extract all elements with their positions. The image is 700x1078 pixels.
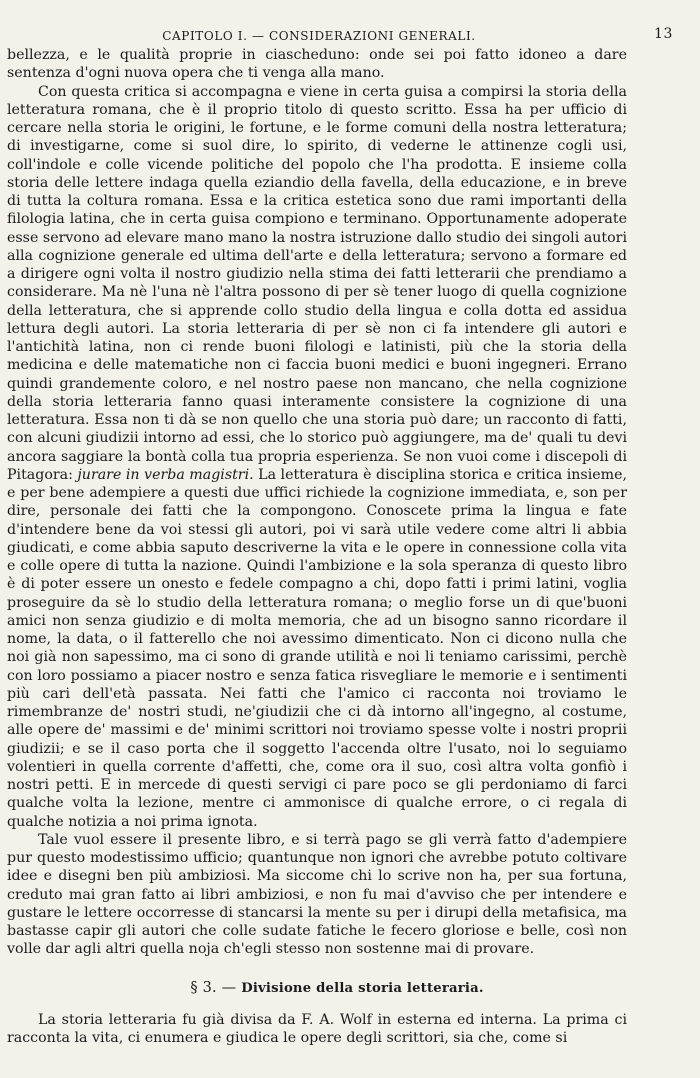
paragraph-text: Con questa critica si accompagna e viene in certa guisa a compirsi la storia della letteratura romana, che è il proprio titolo di questo scritto. Essa ha per ufficio di cercare nella storia le origini, le fortune, e le forme comuni della nostra letteratura; di investigarne, come si suol dire, lo spirito, di vederne le attinenze cogli usi, coll'indole e colle vicende politiche del popolo che l'ha prodotta. E insieme colla storia delle lettere indaga quella eziandio della favella, della educazione, e in breve di tutta la coltura romana. Essa e la critica estetica sono due rami importanti della filologia latina, che in certa guisa compiono e terminano. Opportunamente adoperate esse servono ad elevare mano mano la nostra istruzione dallo studio dei singoli autori alla cognizione generale ed ultima dell'arte e della letteratura; servono a formare ed a dirigere ogni volta il nostro giudizio nella stima dei fatti letterarii che prendiamo a considerare. Ma nè l'una nè l'altra possono di per sè tener luogo di quella cognizione della letteratura, che si apprende collo studio della lingua e colla dotta ed assidua lettura degli autori. La storia letteraria di per sè non ci fa intendere gli autori e l'antichità latina, non ci rende buoni filologi e latinisti, più che la storia della medicina e delle matematiche non ci faccia buoni medici e buoni ingegneri. Errano quindi grandemente coloro, e nel nostro paese non mancano, che nella cognizione della storia letteraria fanno quasi interamente consistere la cognizione di una letteratura. Essa non ti dà se non quello che una storia può dare; un racconto di fatti, con alcuni giudizii intorno ad essi, che lo storico può aggiungere, ma de' quali tu devi ancora saggiare la bontà colla tua propria esperienza. Se non vuoi come i discepoli di Pitagora: (7, 83, 627, 483)
section-heading (47, 979, 627, 998)
paragraph-critica (7, 83, 627, 831)
section-title: Divisione della storia letteraria. (241, 980, 484, 996)
section-number: § 3. — (190, 979, 237, 996)
body-text (7, 46, 627, 1047)
latin-quote: jurare in verba magistri. (77, 466, 254, 483)
running-head (7, 24, 673, 46)
paragraph-presente-libro: Tale vuol essere il presente libro, e si terrà pago se gli verrà fatto d'adempiere pur questo modestissimo ufficio; quantunque non ignori che avrebbe potuto coltivare idee e disegni ben più ambiziosi. Ma siccome chi lo scrive non ha, per sua fortuna, creduto mai gran fatto ai libri ambiziosi, e non fu mai d'avviso che per intendere e gustare le lettere occorresse di stancarsi la mente su per i dirupi della metafisica, ma bastasse capir gli autori che colle sudate fatiche le fecero gloriose e belle, così non volle dar agli altri quella noja ch'egli stesso non sostenne mai di provare. (7, 831, 627, 958)
paragraph-continuation: bellezza, e le qualità proprie in ciascheduno: onde sei poi fatto idoneo a dare sentenza d'ogni nuova opera che ti venga alla mano. (7, 47, 627, 82)
paragraph-storia-letteraria: La storia letteraria fu già divisa da F. A. Wolf in esterna ed interna. La prima ci racconta la vita, ci enumera e giudica le opere degli scrittori, sia che, come si (7, 1011, 627, 1046)
paragraph-text: La letteratura è disciplina storica e critica insieme, e per bene adempiere a questi due uffici richiede la cognizione immediata, e, son per dire, personale dei fatti che la compongono. Conoscete prima la lingua e fate d'intendere bene da voi stessi gli autori, poi vi sarà utile vedere come altri li abbia giudicati, e come abbia saputo descriverne la vita e le opere in connessione colla vita e colle opere di tutta la nazione. Quindi l'ambizione e la sola speranza di questo libro è di poter essere un onesto e fedele compagno a chi, dopo fatti i primi latini, voglia proseguire da sè lo studio della letteratura romana; o meglio forse un di que'buoni amici non senza giudizio e di molta memoria, che ad un bisogno sanno ricordare il nome, la data, o il fatterello che noi avessimo dimenticato. Non ci dicono nulla che noi già non sapessimo, ma ci sono di grande utilità e noi li teniamo carissimi, perchè con loro possiamo a piacer nostro e senza fatica risvegliare le memorie e i sentimenti più cari dell'età passata. Nei fatti che l'amico ci racconta noi troviamo le rimembranze de' nostri studi, ne'giudizii che ci dà intorno all'ingegno, al costume, alle opere de' massimi e de' minimi scrittori noi troviamo spesse volte i nostri proprii giudizii; e se il caso porta che il soggetto l'accenda oltre l'usato, noi lo seguiamo volentieri in quella corrente d'affetti, che, come ora il suo, così altra volta gonfiò i nostri petti. E in mercede di questi servigi ci pare poco se gli perdoniamo di farci qualche volta la lezione, mentre ci ammonisce di qualche errore, o ci regala di qualche notizia a noi prima ignota. (7, 466, 627, 830)
chapter-running-title: CAPITOLO I. — CONSIDERAZIONI GENERALI. (162, 29, 476, 43)
page-number: 13 (653, 26, 673, 42)
